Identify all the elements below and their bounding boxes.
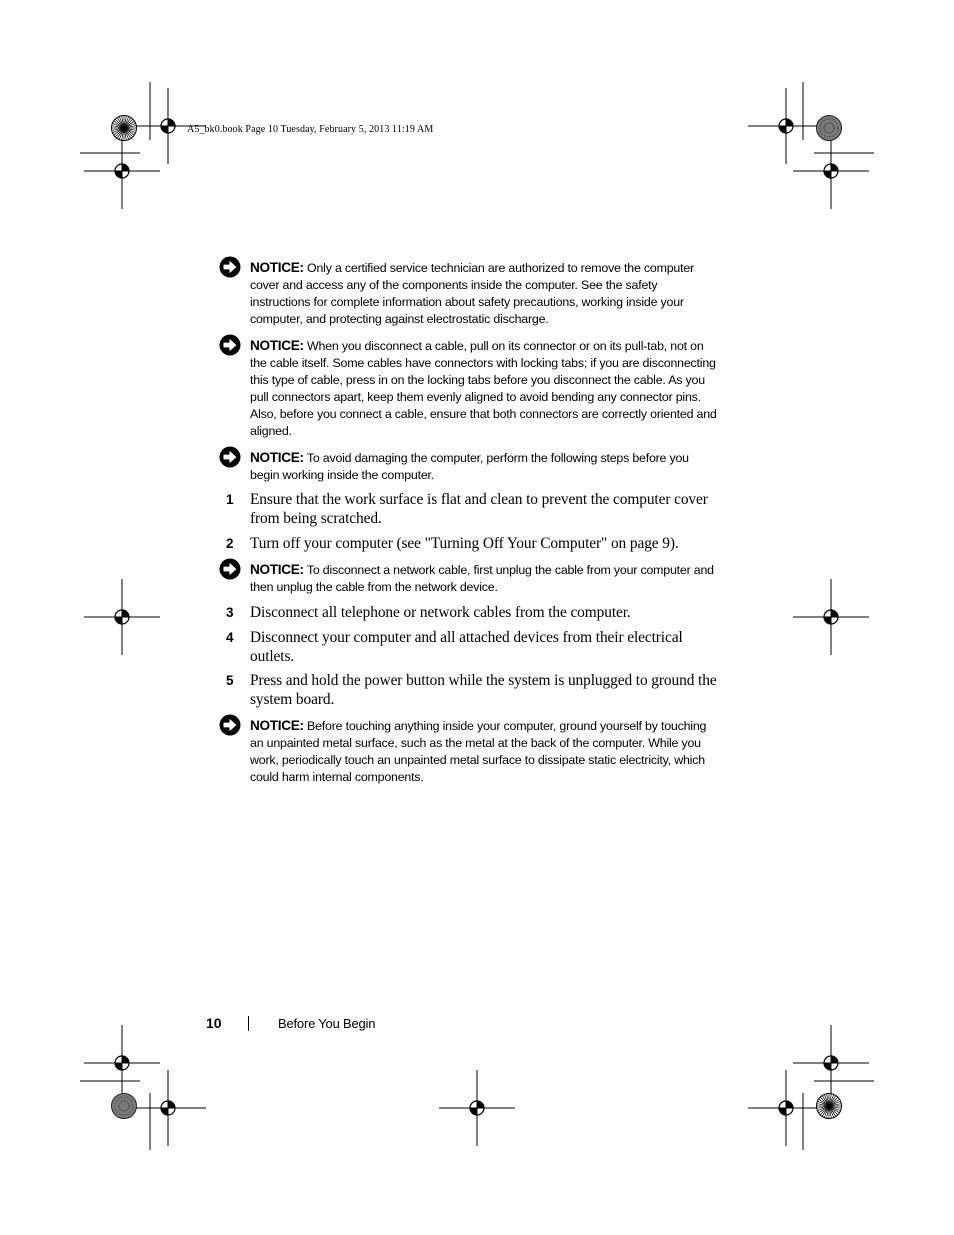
step-number: 4 [226, 630, 234, 645]
registration-mark-icon [84, 579, 160, 655]
step-item [219, 534, 719, 553]
page-number: 10 [206, 1015, 222, 1031]
step-text: Press and hold the power button while the system is unplugged to ground the system board. [250, 672, 717, 708]
notice-body: When you disconnect a cable, pull on its connector or on its pull-tab, not on the cable itself. Some cables have connectors with locking tabs; if you are disconnecting this type of cable, press in on the locking tabs before you disconnect the cable. As you pull connectors apart, keep them evenly aligned to avoid bending any connector pins. Also, before you connect a cable, ensure that both connectors are correctly oriented and aligned. [250, 339, 717, 438]
notice-label: NOTICE: [250, 718, 304, 733]
notice-text [250, 337, 719, 440]
registration-mark-icon [748, 1070, 824, 1146]
footer-divider [248, 1016, 249, 1031]
registration-mark-icon [748, 88, 824, 164]
step-item [219, 603, 719, 622]
step-number: 2 [226, 536, 234, 551]
notice-block [219, 449, 719, 484]
step-text: Turn off your computer (see "Turning Off Your Computer" on page 9). [250, 535, 679, 552]
registration-mark-icon [793, 579, 869, 655]
step-item [219, 628, 719, 666]
registration-mark-icon [84, 1025, 160, 1101]
notice-label: NOTICE: [250, 260, 304, 275]
notice-body: Only a certified service technician are authorized to remove the computer cover and access any of the components inside the computer. See the safety instructions for complete information about safety precautions, working inside your computer, and protecting against electrostatic discharge. [250, 261, 694, 326]
notice-arrow-icon [219, 558, 241, 580]
notice-text [250, 717, 719, 786]
notice-block [219, 259, 719, 328]
notice-text [250, 259, 719, 328]
step-number: 1 [226, 492, 234, 507]
notice-arrow-icon [219, 334, 241, 356]
print-header: A5_bk0.book Page 10 Tuesday, February 5, 2013 11:19 AM [187, 124, 434, 135]
notice-body: To disconnect a network cable, first unplug the cable from your computer and then unplug the cable from the network device. [250, 563, 714, 594]
starburst-target-icon [112, 116, 137, 141]
step-number: 3 [226, 605, 234, 620]
notice-block [219, 561, 719, 596]
step-number: 5 [226, 673, 234, 688]
registration-mark-icon [793, 1025, 869, 1101]
notice-label: NOTICE: [250, 338, 304, 353]
registration-mark-icon [130, 1070, 206, 1146]
notice-arrow-icon [219, 446, 241, 468]
notice-body: Before touching anything inside your computer, ground yourself by touching an unpainted metal surface, such as the metal at the back of the computer. While you work, periodically touch an unpainted metal surface to dissipate static electricity, which could harm internal components. [250, 719, 707, 784]
step-text: Ensure that the work surface is flat and clean to prevent the computer cover from being scratched. [250, 491, 708, 527]
step-text: Disconnect all telephone or network cables from the computer. [250, 604, 631, 621]
starburst-target-icon [112, 1094, 137, 1119]
footer-section-title: Before You Begin [278, 1016, 376, 1031]
registration-mark-icon [84, 133, 160, 209]
notice-label: NOTICE: [250, 562, 304, 577]
notice-block [219, 337, 719, 440]
starburst-target-icon [817, 1094, 842, 1119]
notice-text [250, 449, 719, 484]
notice-text [250, 561, 719, 596]
step-text: Disconnect your computer and all attached devices from their electrical outlets. [250, 629, 683, 665]
starburst-target-icon [817, 116, 842, 141]
notice-body: To avoid damaging the computer, perform the following steps before you begin working inside the computer. [250, 451, 689, 482]
registration-mark-icon [793, 133, 869, 209]
notice-label: NOTICE: [250, 450, 304, 465]
notice-block [219, 717, 719, 786]
notice-arrow-icon [219, 256, 241, 278]
step-item [219, 671, 719, 709]
registration-mark-icon [439, 1070, 515, 1146]
notice-arrow-icon [219, 714, 241, 736]
step-item [219, 490, 719, 528]
